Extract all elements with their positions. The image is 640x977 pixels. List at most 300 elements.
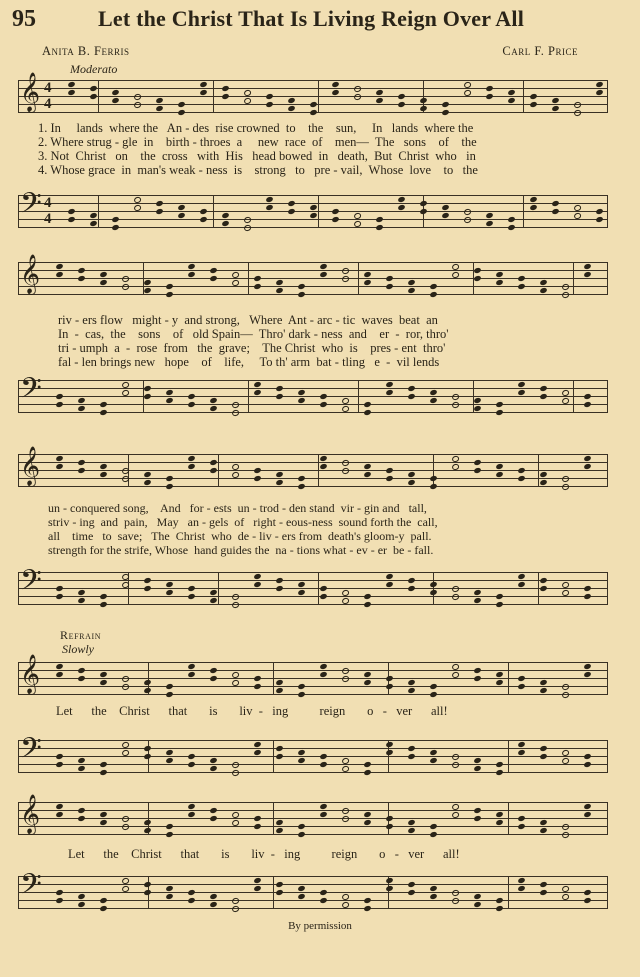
notehead	[297, 893, 305, 900]
staff-line	[18, 486, 608, 487]
notehead	[143, 385, 151, 392]
notehead	[595, 81, 603, 88]
notehead	[209, 807, 217, 814]
staff-line	[18, 454, 608, 455]
notehead	[297, 581, 305, 588]
notehead	[517, 389, 525, 396]
notehead	[517, 877, 525, 884]
notehead	[385, 815, 393, 822]
notehead	[187, 455, 195, 462]
notehead	[407, 679, 415, 686]
notehead	[187, 585, 195, 592]
notehead	[99, 401, 107, 408]
bar-line	[18, 262, 19, 295]
notehead	[143, 471, 151, 478]
notehead	[473, 893, 481, 900]
notehead	[319, 761, 327, 768]
staff-line	[18, 670, 608, 671]
notehead	[573, 101, 581, 109]
notehead	[89, 93, 97, 100]
notehead	[407, 881, 415, 888]
notehead	[187, 761, 195, 768]
notehead	[407, 819, 415, 826]
staff-line	[18, 88, 608, 89]
notehead	[319, 393, 327, 400]
notehead	[231, 401, 239, 409]
notehead	[99, 463, 107, 470]
notehead	[297, 389, 305, 396]
staff-line	[18, 388, 608, 389]
verse-line-3: all time to save; The Christ who de - liv - ers from death's gloom-y pall.	[48, 529, 432, 543]
notehead	[407, 385, 415, 392]
notehead	[539, 385, 547, 392]
notehead	[583, 271, 591, 278]
notehead	[451, 889, 459, 897]
notehead	[297, 757, 305, 764]
notehead	[539, 585, 547, 592]
bass-clef-icon: 𝄢	[20, 734, 42, 771]
notehead	[473, 757, 481, 764]
hymn-header	[0, 4, 640, 44]
notehead	[55, 897, 63, 904]
notehead	[143, 687, 151, 694]
notehead	[89, 212, 97, 219]
notehead	[517, 283, 525, 290]
notehead	[143, 577, 151, 584]
notehead	[55, 455, 63, 462]
notehead	[551, 97, 559, 104]
notehead	[253, 283, 261, 290]
bar-line	[508, 662, 509, 695]
notehead	[99, 905, 107, 912]
notehead	[99, 601, 107, 608]
notehead	[595, 216, 603, 223]
notehead	[529, 204, 537, 211]
notehead	[165, 749, 173, 756]
notehead	[385, 475, 393, 482]
notehead	[529, 93, 537, 100]
bar-line	[607, 195, 608, 228]
notehead	[517, 741, 525, 748]
notehead	[187, 671, 195, 678]
staff-line	[18, 892, 608, 893]
notehead	[495, 769, 503, 776]
notehead	[231, 761, 239, 769]
notehead	[55, 671, 63, 678]
notehead	[253, 675, 261, 682]
notehead	[187, 393, 195, 400]
notehead	[473, 467, 481, 474]
notehead	[99, 593, 107, 600]
notehead	[133, 93, 141, 101]
notehead	[363, 279, 371, 286]
tempo-marking: Moderato	[70, 62, 118, 76]
notehead	[375, 224, 383, 231]
notehead	[143, 889, 151, 896]
bar-line	[273, 802, 274, 835]
notehead	[341, 667, 349, 675]
notehead	[209, 459, 217, 466]
notehead	[55, 889, 63, 896]
verse-line-4: 4. Whose grace in man's weak - ness is strong to pre - vail, Whose love to the	[38, 163, 478, 177]
notehead	[341, 467, 349, 475]
notehead	[187, 463, 195, 470]
notehead	[539, 279, 547, 286]
notehead	[187, 897, 195, 904]
notehead	[407, 287, 415, 294]
notehead	[165, 893, 173, 900]
notehead	[397, 196, 405, 203]
staff-line	[18, 80, 608, 81]
notehead	[165, 283, 173, 290]
notehead	[67, 216, 75, 223]
bar-line	[18, 572, 19, 605]
bar-line	[213, 195, 214, 228]
notehead	[275, 679, 283, 686]
bar-line	[98, 80, 99, 113]
notehead	[583, 463, 591, 470]
bar-line	[523, 80, 524, 113]
notehead	[407, 745, 415, 752]
notehead	[165, 885, 173, 892]
bar-line	[607, 380, 608, 413]
notehead	[539, 679, 547, 686]
notehead	[133, 101, 141, 109]
notehead	[419, 97, 427, 104]
notehead	[143, 679, 151, 686]
notehead	[243, 216, 251, 224]
notehead	[517, 683, 525, 690]
notehead	[385, 283, 393, 290]
verse-line-4: strength for the strife, Whose hand guides the na - tions what - ev - er be - fall.	[48, 543, 434, 557]
notehead	[517, 275, 525, 282]
notehead	[517, 381, 525, 388]
bar-line	[508, 876, 509, 909]
notehead	[77, 807, 85, 814]
bar-line	[273, 662, 274, 695]
notehead	[385, 389, 393, 396]
notehead	[77, 765, 85, 772]
notehead	[539, 479, 547, 486]
notehead	[55, 393, 63, 400]
notehead	[429, 389, 437, 396]
notehead	[363, 671, 371, 678]
notehead	[99, 769, 107, 776]
notehead	[583, 393, 591, 400]
notehead	[275, 881, 283, 888]
verse-line-3: tri - umph a - rose from the grave; The Christ who is pres - ent thro'	[58, 341, 446, 355]
notehead	[297, 589, 305, 596]
notehead	[253, 885, 261, 892]
notehead	[363, 905, 371, 912]
bass-clef-icon: 𝄢	[20, 189, 42, 226]
notehead	[187, 811, 195, 818]
notehead	[199, 208, 207, 215]
notehead	[55, 811, 63, 818]
notehead	[441, 101, 449, 108]
bass-clef-icon: 𝄢	[20, 870, 42, 907]
notehead	[473, 815, 481, 822]
notehead	[451, 761, 459, 769]
refrain-tempo: Slowly	[62, 642, 94, 656]
notehead	[231, 897, 239, 905]
notehead	[253, 275, 261, 282]
bar-line	[318, 80, 319, 113]
notehead	[561, 291, 569, 299]
notehead	[209, 275, 217, 282]
notehead	[77, 893, 85, 900]
notehead	[297, 283, 305, 290]
notehead	[419, 200, 427, 207]
notehead	[209, 467, 217, 474]
notehead	[331, 89, 339, 96]
notehead	[209, 597, 217, 604]
notehead	[77, 459, 85, 466]
notehead	[353, 85, 361, 93]
notehead	[297, 749, 305, 756]
notehead	[539, 827, 547, 834]
permission-note: By permission	[288, 920, 352, 932]
notehead	[473, 675, 481, 682]
notehead	[319, 889, 327, 896]
notehead	[55, 463, 63, 470]
notehead	[55, 593, 63, 600]
bar-line	[607, 262, 608, 295]
notehead	[561, 283, 569, 291]
staff-line	[18, 876, 608, 877]
notehead	[319, 401, 327, 408]
staff-line	[18, 884, 608, 885]
notehead	[231, 593, 239, 601]
staff-line	[18, 572, 608, 573]
notehead	[429, 581, 437, 588]
notehead	[275, 471, 283, 478]
notehead	[275, 819, 283, 826]
notehead	[111, 224, 119, 231]
notehead	[583, 897, 591, 904]
notehead	[319, 455, 327, 462]
hymn-title: Let the Christ That Is Living Reign Over All	[98, 6, 525, 31]
notehead	[583, 663, 591, 670]
notehead	[77, 757, 85, 764]
notehead	[473, 765, 481, 772]
bar-line	[218, 454, 219, 487]
notehead	[297, 885, 305, 892]
bar-line	[573, 262, 574, 295]
notehead	[407, 279, 415, 286]
notehead	[319, 811, 327, 818]
notehead	[165, 823, 173, 830]
notehead	[221, 93, 229, 100]
notehead	[165, 757, 173, 764]
notehead	[265, 204, 273, 211]
notehead	[187, 593, 195, 600]
notehead	[385, 741, 393, 748]
notehead	[143, 479, 151, 486]
notehead	[473, 901, 481, 908]
notehead	[407, 889, 415, 896]
notehead	[495, 279, 503, 286]
notehead	[551, 105, 559, 112]
notehead	[429, 397, 437, 404]
notehead	[495, 819, 503, 826]
notehead	[561, 691, 569, 699]
notehead	[451, 393, 459, 401]
notehead	[385, 675, 393, 682]
notehead	[155, 200, 163, 207]
verse-line-3: 3. Not Christ on the cross with His head bowed in death, But Christ who in	[38, 149, 476, 163]
treble-clef-icon: 𝄞	[20, 256, 41, 293]
notehead	[485, 93, 493, 100]
notehead	[275, 279, 283, 286]
notehead	[275, 385, 283, 392]
notehead	[165, 483, 173, 490]
notehead	[429, 893, 437, 900]
notehead	[155, 208, 163, 215]
notehead	[561, 823, 569, 831]
notehead	[319, 593, 327, 600]
notehead	[363, 401, 371, 408]
notehead	[297, 683, 305, 690]
notehead	[187, 263, 195, 270]
notehead	[55, 585, 63, 592]
notehead	[363, 409, 371, 416]
notehead	[67, 208, 75, 215]
notehead	[111, 216, 119, 223]
notehead	[319, 663, 327, 670]
notehead	[463, 208, 471, 216]
notehead	[539, 881, 547, 888]
notehead	[231, 409, 239, 417]
treble-clef-icon: 𝄞	[20, 656, 41, 693]
notehead	[99, 811, 107, 818]
bar-line	[607, 876, 608, 909]
notehead	[177, 204, 185, 211]
notehead	[55, 271, 63, 278]
notehead	[341, 459, 349, 467]
notehead	[341, 807, 349, 815]
notehead	[319, 585, 327, 592]
notehead	[341, 675, 349, 683]
notehead	[319, 463, 327, 470]
notehead	[155, 97, 163, 104]
notehead	[363, 811, 371, 818]
bar-line	[18, 740, 19, 773]
bar-line	[18, 662, 19, 695]
notehead	[89, 220, 97, 227]
staff-line	[18, 662, 608, 663]
verse-line-1: 1. In lands where the An - des rise crowned to the sun, In lands where the	[38, 121, 474, 135]
notehead	[77, 815, 85, 822]
notehead	[231, 601, 239, 609]
notehead	[583, 889, 591, 896]
notehead	[451, 593, 459, 601]
notehead	[309, 109, 317, 116]
notehead	[473, 589, 481, 596]
bar-line	[18, 380, 19, 413]
notehead	[253, 877, 261, 884]
notehead	[429, 823, 437, 830]
notehead	[253, 573, 261, 580]
staff-line	[18, 748, 608, 749]
notehead	[243, 224, 251, 232]
notehead	[595, 89, 603, 96]
notehead	[385, 467, 393, 474]
notehead	[375, 89, 383, 96]
notehead	[495, 271, 503, 278]
bass-clef-icon: 𝄢	[20, 566, 42, 603]
notehead	[495, 471, 503, 478]
notehead	[385, 573, 393, 580]
notehead	[407, 827, 415, 834]
notehead	[177, 212, 185, 219]
verse-line-1: un - conquered song, And for - ests un - trod - den stand vir - gin and tall,	[48, 501, 427, 515]
notehead	[121, 683, 129, 691]
staff-line	[18, 227, 608, 228]
notehead	[77, 405, 85, 412]
notehead	[451, 401, 459, 409]
bar-line	[607, 454, 608, 487]
notehead	[319, 803, 327, 810]
notehead	[485, 220, 493, 227]
notehead	[529, 101, 537, 108]
notehead	[385, 581, 393, 588]
notehead	[99, 409, 107, 416]
notehead	[177, 109, 185, 116]
notehead	[495, 905, 503, 912]
notehead	[77, 597, 85, 604]
notehead	[319, 671, 327, 678]
staff-line	[18, 740, 608, 741]
notehead	[583, 263, 591, 270]
notehead	[385, 877, 393, 884]
notehead	[407, 753, 415, 760]
bass-clef-icon: 𝄢	[20, 374, 42, 411]
notehead	[187, 753, 195, 760]
notehead	[297, 831, 305, 838]
notehead	[143, 585, 151, 592]
notehead	[583, 585, 591, 592]
notehead	[473, 459, 481, 466]
notehead	[507, 89, 515, 96]
notehead	[397, 93, 405, 100]
bar-line	[248, 262, 249, 295]
notehead	[55, 263, 63, 270]
notehead	[199, 216, 207, 223]
notehead	[253, 475, 261, 482]
notehead	[297, 475, 305, 482]
notehead	[319, 263, 327, 270]
bar-line	[213, 80, 214, 113]
notehead	[221, 212, 229, 219]
notehead	[199, 89, 207, 96]
notehead	[143, 827, 151, 834]
bar-line	[18, 802, 19, 835]
treble-clef-icon: 𝄞	[20, 796, 41, 833]
notehead	[331, 216, 339, 223]
notehead	[363, 463, 371, 470]
notehead	[517, 475, 525, 482]
time-signature: 4 4	[44, 80, 52, 112]
notehead	[165, 589, 173, 596]
bar-line	[273, 740, 274, 773]
notehead	[429, 831, 437, 838]
notehead	[495, 811, 503, 818]
notehead	[583, 593, 591, 600]
bar-line	[508, 802, 509, 835]
notehead	[495, 463, 503, 470]
notehead	[275, 745, 283, 752]
